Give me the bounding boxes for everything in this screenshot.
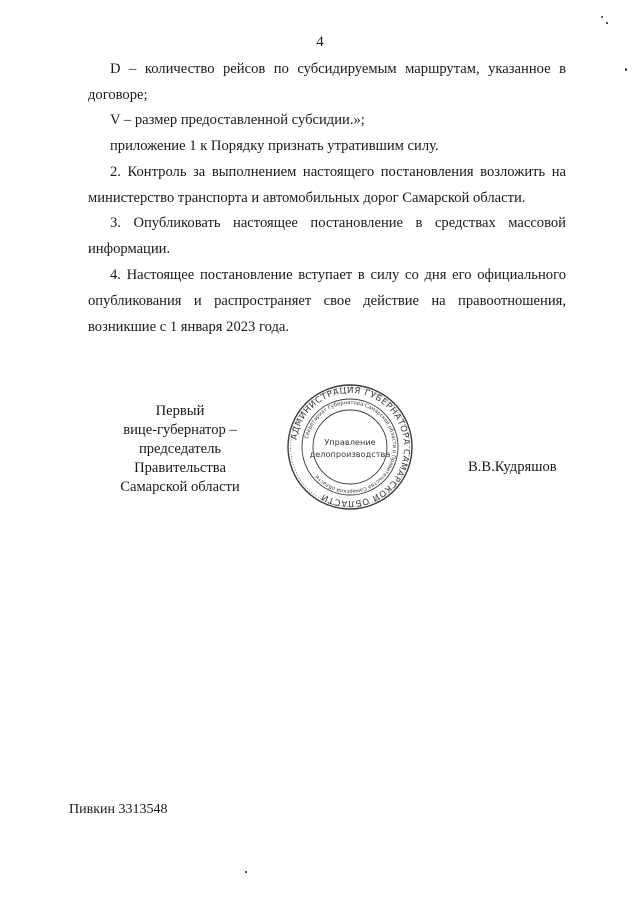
paragraph-formula-v: [88, 107, 566, 133]
paragraph-line: приложение 1 к Порядку признать утратившим силу.: [110, 138, 439, 154]
executor-code: Пивкин 3313548: [69, 802, 168, 817]
paragraph-line: возникшие с 1 января 2023 года.: [88, 319, 290, 335]
scan-speck: [625, 68, 627, 71]
signatory-name: В.В.Кудряшов: [468, 459, 557, 475]
paragraph-line: 3. Опубликовать настоящее постановление в средствах массовой: [110, 215, 566, 231]
paragraph-line: опубликования и распространяет свое действие на правоотношения,: [88, 293, 566, 309]
signatory-position: [92, 402, 268, 497]
scan-speck: [245, 871, 247, 873]
paragraph-publish: [88, 210, 566, 262]
paragraph-control: [88, 159, 566, 211]
seal-center-line-1: Управление: [324, 437, 376, 447]
paragraph-line: 2. Контроль за выполнением настоящего постановления возложить на: [110, 164, 566, 180]
seal-inner-text: Секретариат Губернатора Самарской области и Правительства Самарской области: [303, 399, 398, 495]
seal-outer-text: АДМИНИСТРАЦИЯ ГУБЕРНАТОРА САМАРСКОЙ ОБЛАСТИ: [289, 385, 412, 509]
paragraph-line: договоре;: [88, 87, 148, 103]
seal-center-line-2: делопроизводства: [309, 449, 391, 459]
paragraph-line: министерство транспорта и автомобильных дорог Самарской области.: [88, 190, 526, 206]
seal-middle-ring: [302, 399, 398, 495]
seal-inner-ring: [313, 410, 387, 484]
signatory-position-line: Первый: [155, 403, 205, 419]
paragraph-line: информации.: [88, 241, 171, 257]
paragraph-line: V – размер предоставленной субсидии.»;: [110, 112, 365, 128]
paragraph-line: D – количество рейсов по субсидируемым маршрутам, указанное в: [110, 61, 566, 77]
scan-speck: [606, 22, 608, 24]
signatory-position-line: вице-губернатор –: [123, 422, 237, 438]
scan-speck: [601, 16, 603, 18]
signatory-position-line: председатель Правительства: [134, 441, 226, 476]
paragraph-effective-date: [88, 262, 566, 340]
page-number: 4: [316, 34, 324, 50]
paragraph-line: 4. Настоящее постановление вступает в силу со дня его официального: [110, 267, 566, 283]
paragraph-formula-d: [88, 56, 566, 108]
signatory-position-line: Самарской области: [120, 479, 240, 495]
paragraph-annex-repeal: [88, 133, 566, 159]
official-seal-stamp: [285, 382, 415, 512]
